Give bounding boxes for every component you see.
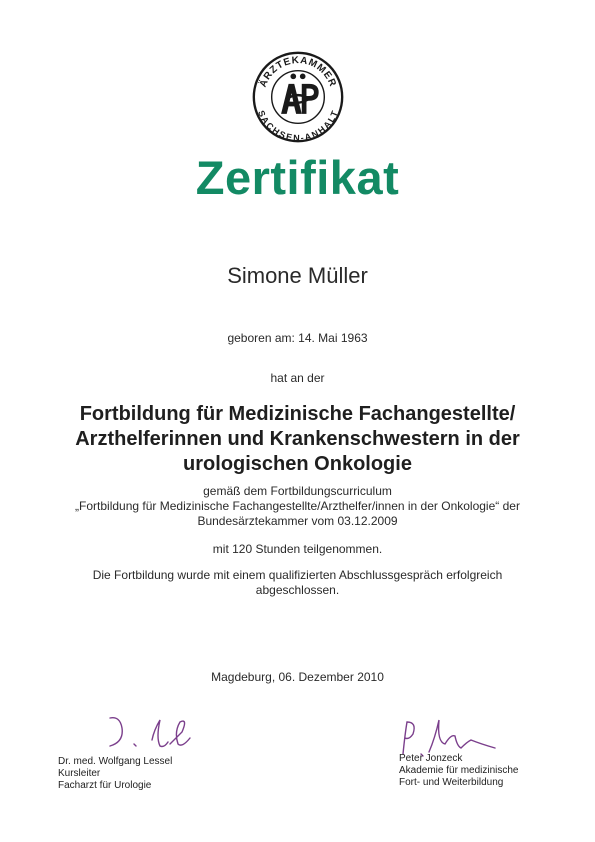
curriculum-text <box>40 484 555 529</box>
birth-date-line: geboren am: 14. Mai 1963 <box>227 331 368 345</box>
hours-line: mit 120 Stunden teilgenommen. <box>212 542 383 556</box>
curriculum-line: „Fortbildung für Medizinische Fachangestellte/Arzthelfer/innen in der Onkologie“ der <box>75 499 520 513</box>
completion-text <box>40 568 555 598</box>
svg-text:SACHSEN-ANHALT: SACHSEN-ANHALT <box>255 108 341 144</box>
curriculum-line: gemäß dem Fortbildungscurriculum <box>203 484 392 498</box>
signatory-left-title: Facharzt für Urologie <box>58 780 152 791</box>
course-title-line: Fortbildung für Medizinische Fachangestellte/ <box>79 403 516 425</box>
place-date: Magdeburg, 06. Dezember 2010 <box>211 670 384 684</box>
signatory-right-org-line1: Akademie für medizinische <box>399 765 519 776</box>
signature-left <box>100 708 200 758</box>
svg-text:ÄRZTEKAMMER: ÄRZTEKAMMER <box>257 54 339 89</box>
signatory-left-block <box>58 756 172 792</box>
recipient-name: Simone Müller <box>227 263 368 288</box>
signatory-left-name: Dr. med. Wolfgang Lessel <box>58 756 173 767</box>
signatory-right-org-line2: Fort- und Weiterbildung <box>399 777 504 788</box>
certificate-title: Zertifikat <box>195 151 400 204</box>
signatory-right-name: Peter Jonzeck <box>399 753 463 764</box>
course-title-line: urologischen Onkologie <box>183 453 412 475</box>
signatory-left-role: Kursleiter <box>58 768 101 779</box>
curriculum-line: Bundesärztekammer vom 03.12.2009 <box>197 514 398 528</box>
aerztekammer-seal-logo <box>251 50 345 144</box>
course-title-line: Arzthelferinnen und Krankenschwestern in der <box>75 428 520 450</box>
attended-line: hat an der <box>270 371 325 385</box>
completion-line: Die Fortbildung wurde mit einem qualifizierten Abschlussgespräch erfolgreich <box>92 568 503 582</box>
completion-line: abgeschlossen. <box>255 583 340 597</box>
course-title <box>40 402 555 477</box>
signatory-right-block <box>399 753 519 789</box>
